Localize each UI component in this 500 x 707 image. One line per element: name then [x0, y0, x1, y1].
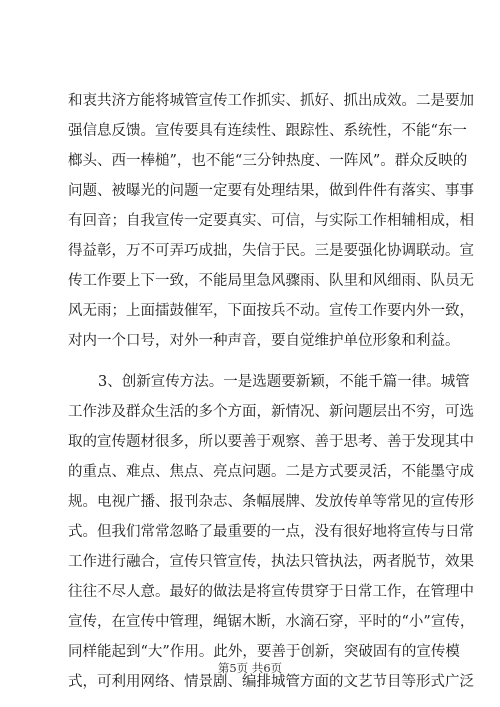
text-line: 工作进行融合，宣传只管宣传，执法只管执法，两者脱节，效果: [68, 554, 474, 570]
text-line: 同样能起到“大”作用。此外，要善于创新，突破固有的宣传模: [68, 644, 460, 660]
text-line: 对内一个口号，对外一种声音，要自觉维护单位形象和利益。: [68, 333, 460, 349]
text-line: 规。电视广播、报刊杂志、条幅展牌、发放传单等常见的宣传形: [68, 494, 474, 510]
text-line: 得益彰，万不可弄巧成拙，失信于民。三是要强化协调联动。宣: [68, 243, 474, 259]
text-line: 和衷共济方能将城管宣传工作抓实、抓好、抓出成效。二是要加: [68, 93, 474, 109]
text-line: 有回音；自我宣传一定要真实、可信，与实际工作相辅相成，相: [68, 213, 474, 229]
body-text: [68, 86, 475, 697]
text-line: 式，可利用网络、情景剧、编排城管方面的文艺节目等形式广泛: [68, 674, 474, 690]
text-line: 往往不尽人意。最好的做法是将宣传贯穿于日常工作，在管理中: [68, 584, 474, 600]
page-footer: 第5页 共6页: [217, 661, 283, 675]
text-line: 问题、被曝光的问题一定要有处理结果，做到件件有落实、事事: [68, 183, 474, 199]
text-line: 风无雨；上面擂鼓催军，下面按兵不动。宣传工作要内外一致，: [68, 303, 474, 319]
section-heading-line: 3、创新宣传方法。一是选题要新颖，不能千篇一律。城管: [98, 374, 470, 390]
text-line: 榔头、西一棒槌”，也不能“三分钟热度、一阵风”。群众反映的: [68, 153, 468, 169]
text-line: 宣传，在宣传中管理，绳锯木断，水滴石穿，平时的“小”宣传，: [68, 614, 475, 630]
text-line: 工作涉及群众生活的多个方面，新情况、新问题层出不穷，可选: [68, 404, 474, 420]
text-line: 式。但我们常常忽略了最重要的一点，没有很好地将宣传与日常: [68, 524, 474, 540]
text-line: 强信息反馈。宣传要具有连续性、跟踪性、系统性，不能“东一: [68, 123, 467, 139]
text-line: 传工作要上下一致，不能局里急风骤雨、队里和风细雨、队员无: [68, 273, 474, 289]
text-line: 取的宣传题材很多，所以要善于观察、善于思考、善于发现其中: [68, 434, 474, 450]
text-line: 的重点、难点、焦点、亮点问题。二是方式要灵活，不能墨守成: [68, 464, 474, 480]
